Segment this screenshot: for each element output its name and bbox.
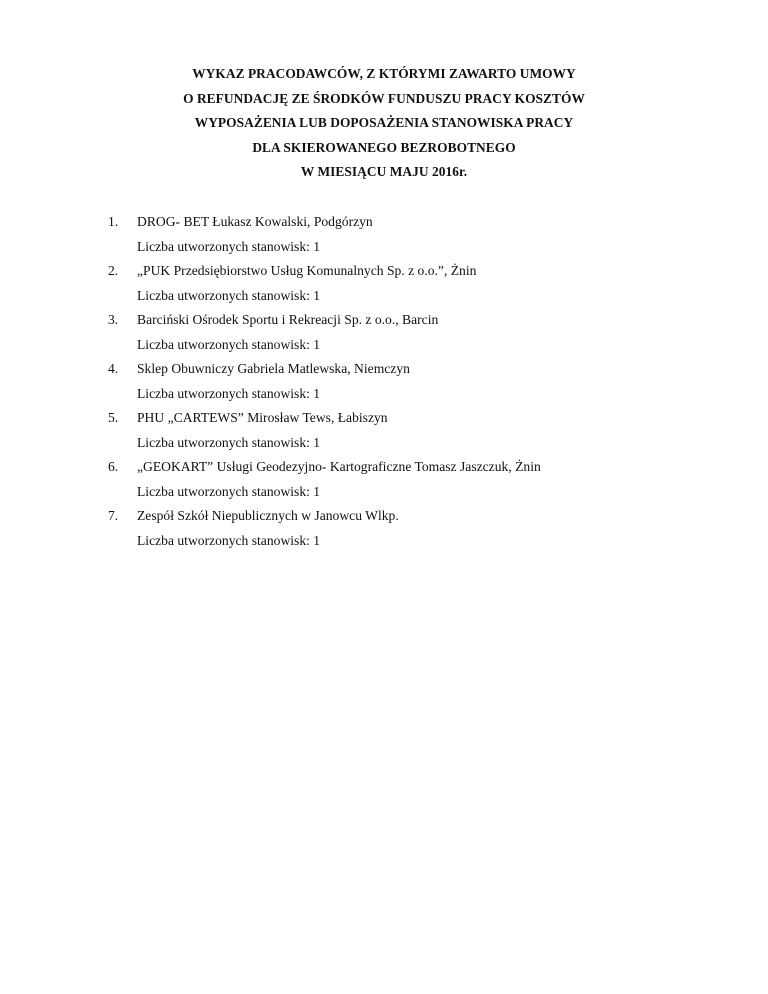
employer-name: Barciński Ośrodek Sportu i Rekreacji Sp. z o.o., Barcin — [137, 312, 439, 327]
employer-list-item — [108, 504, 748, 553]
employer-name: PHU „CARTEWS” Mirosław Tews, Łabiszyn — [137, 410, 388, 425]
positions-count: Liczba utworzonych stanowisk: 1 — [137, 483, 321, 499]
positions-count: Liczba utworzonych stanowisk: 1 — [137, 238, 321, 254]
title-line-3: WYPOSAŻENIA LUB DOPOSAŻENIA STANOWISKA PRACY — [194, 115, 574, 130]
employer-list-item — [108, 406, 748, 455]
title-line-4: DLA SKIEROWANEGO BEZROBOTNEGO — [252, 139, 516, 155]
item-number: 5. — [108, 410, 119, 425]
employer-name: „GEOKART” Usługi Geodezyjno- Kartograficzne Tomasz Jaszczuk, Żnin — [137, 459, 541, 474]
employer-list-item — [108, 357, 748, 406]
positions-count: Liczba utworzonych stanowisk: 1 — [137, 434, 321, 450]
item-number: 4. — [108, 361, 119, 376]
item-number: 3. — [108, 312, 119, 327]
item-number: 6. — [108, 459, 119, 474]
employer-name: Zespół Szkół Niepublicznych w Janowcu Wlkp. — [137, 508, 399, 523]
employer-name: „PUK Przedsiębiorstwo Usług Komunalnych Sp. z o.o.”, Żnin — [137, 263, 477, 278]
employer-list — [108, 210, 748, 553]
positions-count: Liczba utworzonych stanowisk: 1 — [137, 336, 321, 352]
item-number: 1. — [108, 214, 119, 229]
item-number: 2. — [108, 263, 119, 278]
document-title — [0, 62, 768, 185]
positions-count: Liczba utworzonych stanowisk: 1 — [137, 287, 321, 303]
positions-count: Liczba utworzonych stanowisk: 1 — [137, 532, 321, 548]
employer-name: Sklep Obuwniczy Gabriela Matlewska, Niemczyn — [137, 361, 410, 376]
employer-list-item — [108, 210, 748, 259]
positions-count: Liczba utworzonych stanowisk: 1 — [137, 385, 321, 401]
employer-list-item — [108, 308, 748, 357]
employer-list-item — [108, 455, 748, 504]
title-line-2: O REFUNDACJĘ ZE ŚRODKÓW FUNDUSZU PRACY KOSZTÓW — [183, 90, 585, 106]
employer-name: DROG- BET Łukasz Kowalski, Podgórzyn — [137, 214, 373, 229]
title-line-5: W MIESIĄCU MAJU 2016r. — [300, 164, 468, 179]
item-number: 7. — [108, 508, 119, 523]
title-line-1: WYKAZ PRACODAWCÓW, Z KTÓRYMI ZAWARTO UMOWY — [192, 66, 576, 81]
employer-list-item — [108, 259, 748, 308]
